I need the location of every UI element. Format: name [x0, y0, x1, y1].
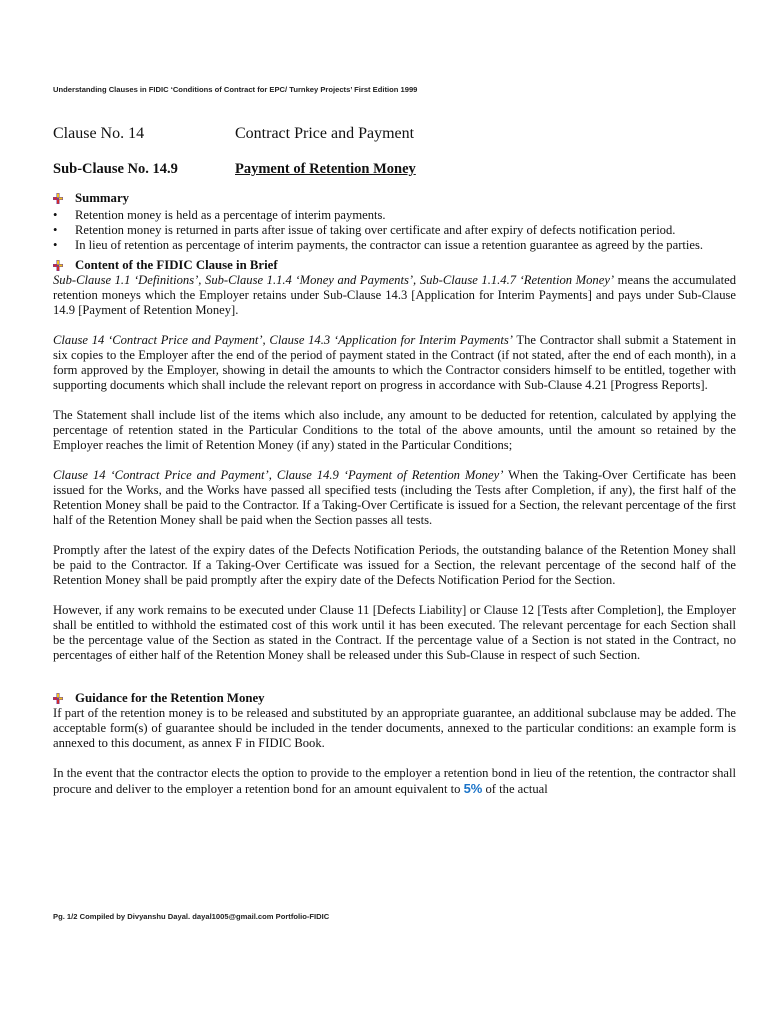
paragraph-retention-bond: In the event that the contractor elects the option to provide to the employer a retention bond in lieu of the retention, the contractor shall procure and deliver to the employer a retention bond for an amount equivalent to 5% of the actual — [53, 766, 736, 796]
clause-number: Clause No. 14 — [53, 125, 145, 142]
running-header: Understanding Clauses in FIDIC ‘Conditions of Contract for EPC/ Turnkey Projects’ First Edition 1999 — [53, 85, 418, 94]
clause-heading — [53, 125, 415, 143]
content-heading — [53, 257, 736, 273]
clause-title: Contract Price and Payment — [235, 125, 415, 142]
page-footer: Pg. 1/2 Compiled by Divyanshu Dayal. dayal1005@gmail.com Portfolio-FIDIC — [53, 912, 330, 921]
paragraph-outstanding-balance: Promptly after the latest of the expiry dates of the Defects Notification Periods, the outstanding balance of the Retention Money shall be paid to the Contractor. If a Taking-Over Certificate was issued for a Section, the relevant percentage of the second half of the Retention Money shall be paid promptly after the expiry date of the Defects Notification Period for the Section. — [53, 543, 736, 587]
sub-clause-title: Payment of Retention Money — [235, 161, 416, 177]
bullet-icon: • — [53, 208, 58, 222]
guidance-heading — [53, 690, 736, 706]
summary-heading-label: Summary — [75, 190, 130, 205]
guidance-heading-label: Guidance for the Retention Money — [75, 690, 265, 705]
list-item: • Retention money is held as a percentage of interim payments. — [53, 208, 386, 222]
paragraph-retention-definition: Sub-Clause 1.1 ‘Definitions’, Sub-Clause 1.1.4 ‘Money and Payments’, Sub-Clause 1.1.4.7 ‘Retention Money’ means the accumulated retention moneys which the Employer retains under Sub-Clause 14.3 [Application for Interim Payments] and pays under Sub-Clause 14.9 [Payment of Retention Money]. — [53, 273, 737, 317]
bullet-icon: • — [53, 223, 58, 237]
summary-list — [53, 208, 736, 253]
bullet-icon: • — [53, 238, 58, 252]
plus-arrow-icon — [53, 260, 63, 271]
paragraph-interim-payments: Clause 14 ‘Contract Price and Payment’, Clause 14.3 ‘Application for Interim Payments’ The Contractor shall submit a Statement in six copies to the Employer after the end of the period of payment stated in the Contract (if not stated, after the end of each month), in a form approved by the Employer, showing in detail the amounts to which the Contractor considers himself to be entitled, together with supporting documents which shall include the relevant report on progress in accordance with Sub-Clause 4.21 [Progress Reports]. — [53, 333, 736, 392]
document-body — [53, 190, 736, 797]
list-item: • Retention money is returned in parts after issue of taking over certificate and after expiry of defects notification period. — [53, 223, 676, 237]
list-item: • In lieu of retention as percentage of interim payments, the contractor can issue a retention guarantee as agreed by the parties. — [53, 238, 704, 252]
paragraph-withhold: However, if any work remains to be executed under Clause 11 [Defects Liability] or Clause 12 [Tests after Completion], the Employer shall be entitled to withhold the estimated cost of this work until it has been executed. The relevant percentage for each Section shall be the percentage value of the Section as stated in the Contract. If the percentage value of a Section is not stated in the Contract, no percentages of either half of the Retention Money shall be released under this Sub-Clause in respect of such Section. — [53, 603, 736, 662]
sub-clause-heading — [53, 161, 416, 178]
sub-clause-number: Sub-Clause No. 14.9 — [53, 161, 178, 177]
highlighted-percentage: 5% — [463, 781, 483, 796]
content-heading-label: Content of the FIDIC Clause in Brief — [75, 257, 278, 272]
paragraph-guarantee: If part of the retention money is to be released and substituted by an appropriate guarantee, an additional subclause may be added. The acceptable form(s) of guarantee should be included in the tender documents, annexed to the particular conditions: an example form is annexed to this document, as annex F in FIDIC Book. — [53, 706, 736, 750]
plus-arrow-icon — [53, 193, 63, 204]
paragraph-statement: The Statement shall include list of the items which also include, any amount to be deducted for retention, calculated by applying the percentage of retention stated in the Particular Conditions to the total of the above amounts, until the amount so retained by the Employer reaches the limit of Retention Money (if any) stated in the Particular Conditions; — [53, 408, 736, 452]
plus-arrow-icon — [53, 693, 63, 704]
paragraph-payment-retention: Clause 14 ‘Contract Price and Payment’, Clause 14.9 ‘Payment of Retention Money’ When the Taking-Over Certificate has been issued for the Works, and the Works have passed all specified tests (including the Tests after Completion, if any), the first half of the Retention Money shall be paid to the Contractor. If a Taking-Over Certificate is issued for a Section, the relevant percentage of the first half of the Retention Money shall be paid when the Section passes all tests. — [53, 468, 736, 527]
summary-heading — [53, 190, 736, 206]
